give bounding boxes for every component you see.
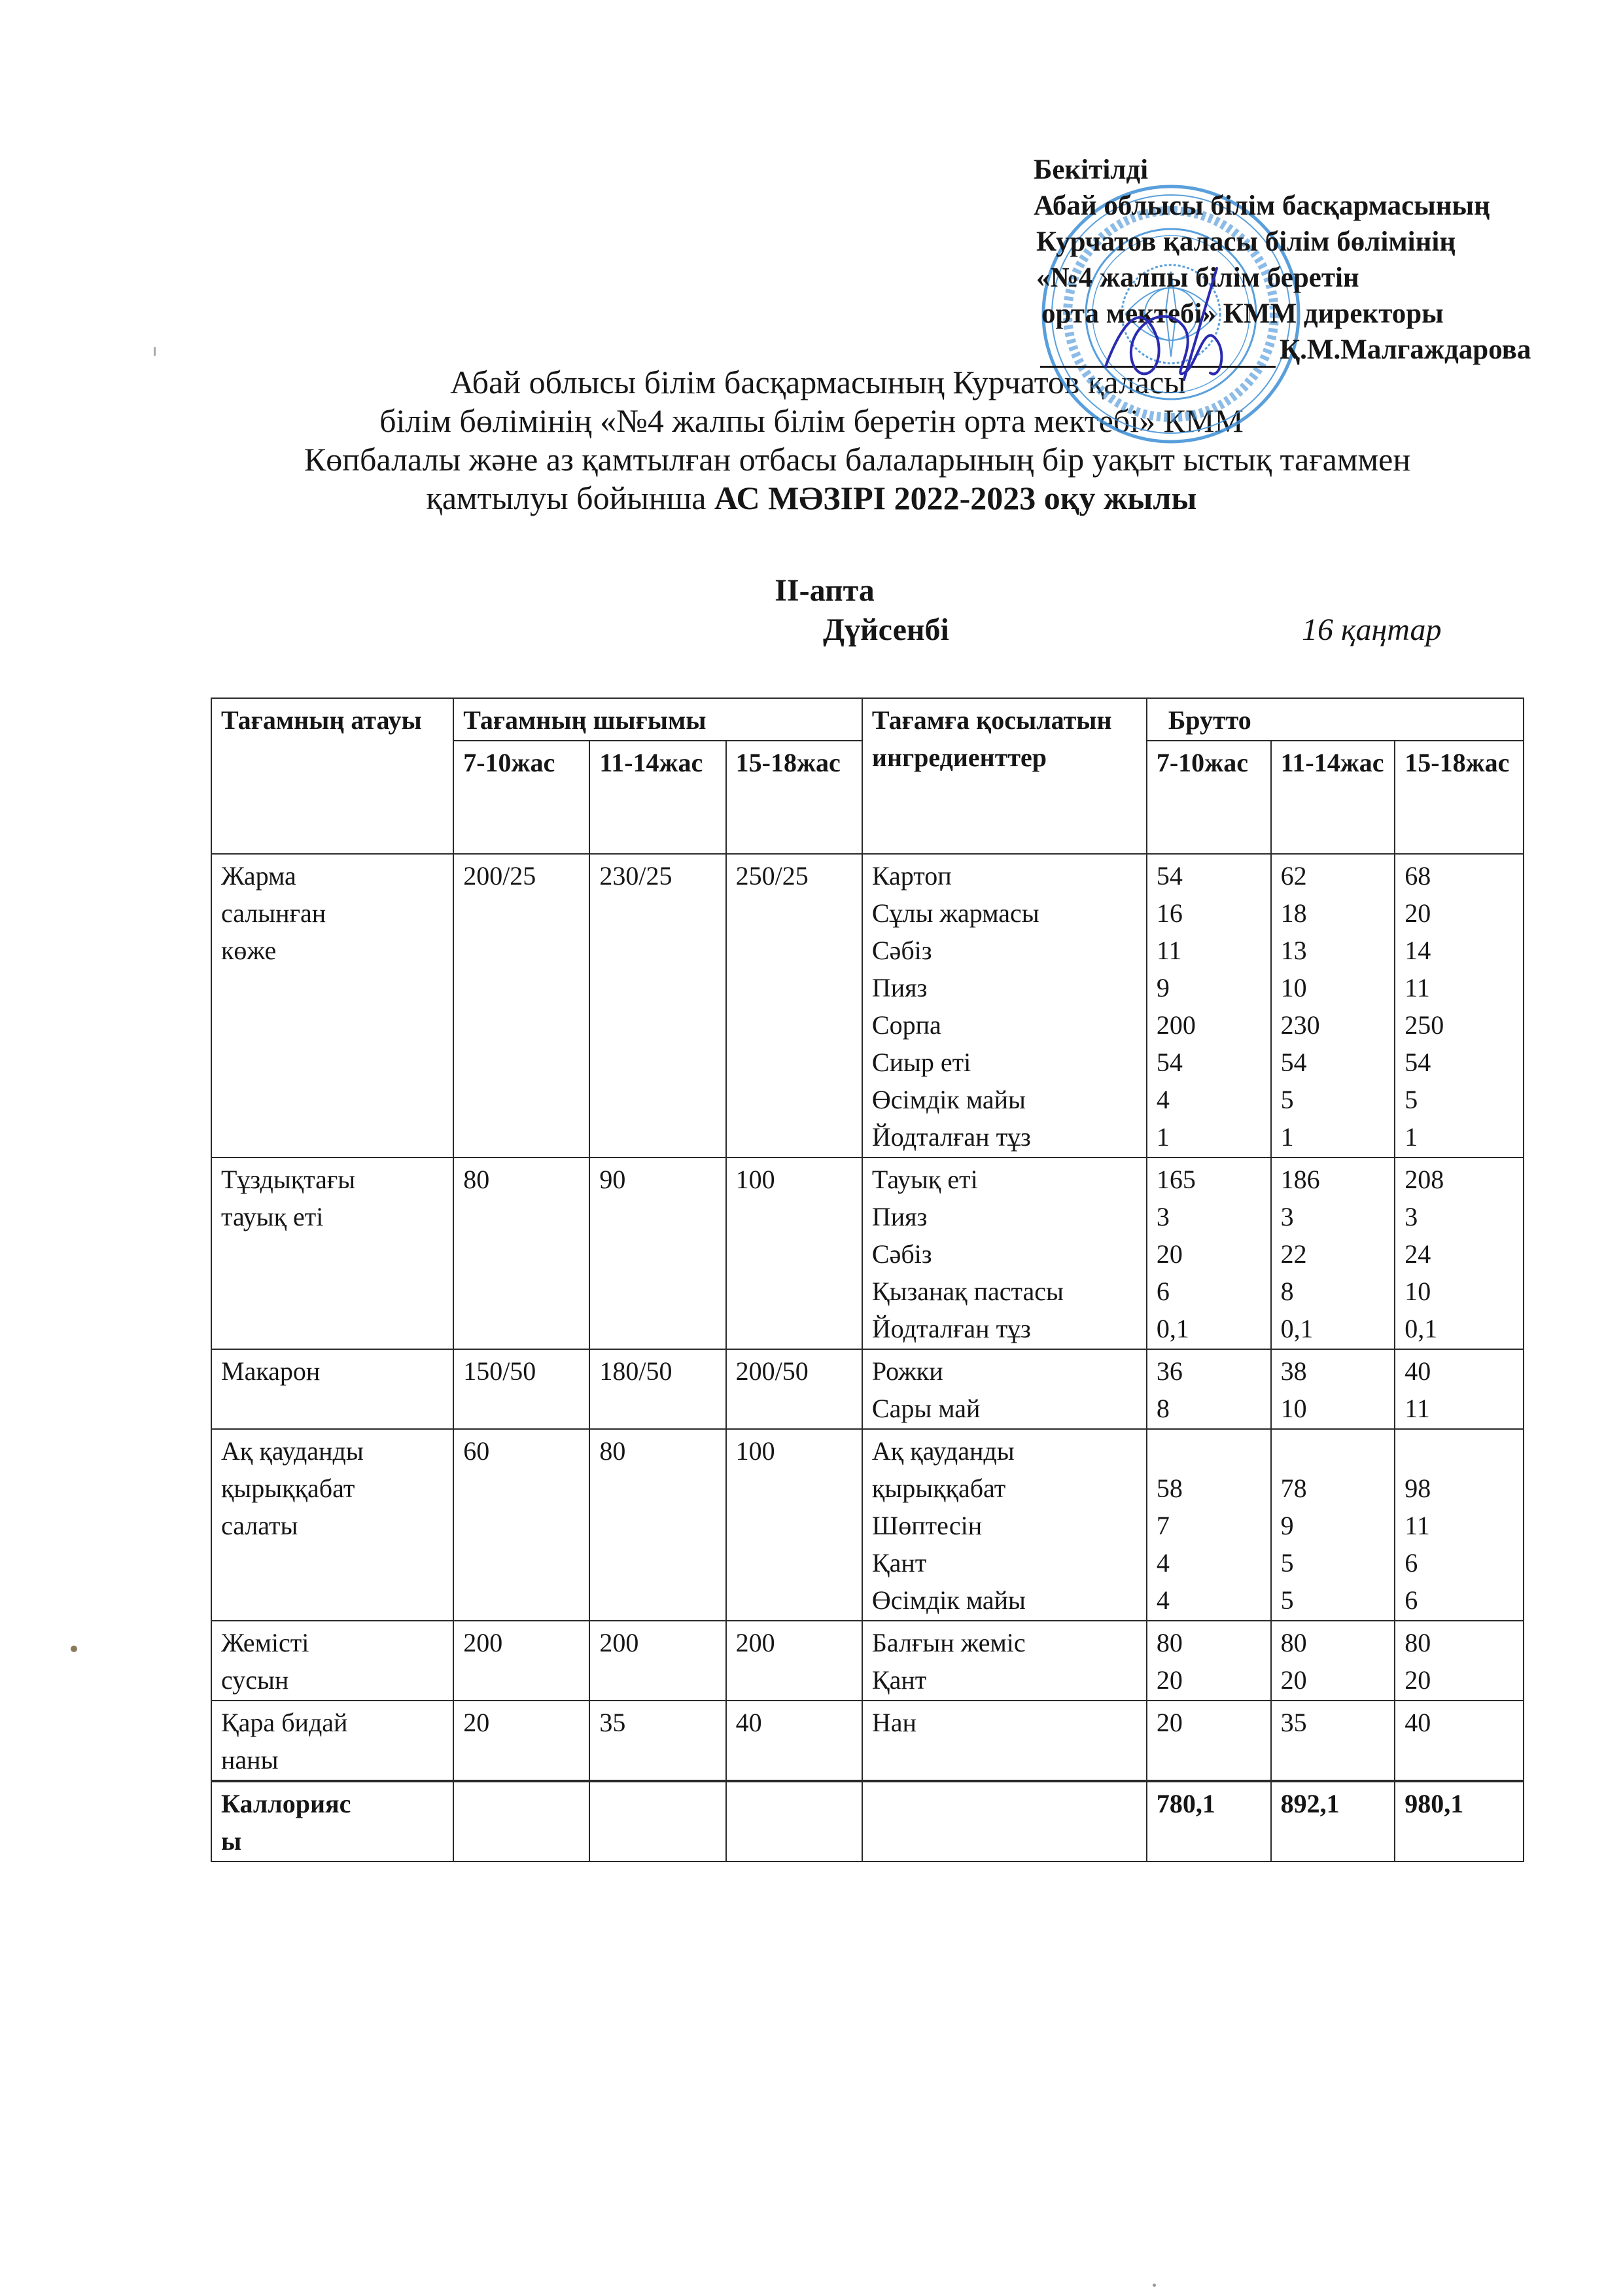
gross-7-10-cell-line: 8	[1156, 1394, 1170, 1423]
total-value: 892,1	[1271, 1781, 1395, 1862]
dish-name-cell-line: Қара бидай	[221, 1708, 348, 1737]
ingredients-cell	[862, 1349, 1147, 1429]
yield-cell: 200	[589, 1621, 725, 1701]
scan-speck	[1153, 2284, 1156, 2287]
dish-name-cell-line: Жарма	[221, 861, 296, 891]
gross-7-10-cell-line: 36	[1156, 1356, 1183, 1386]
gross-11-14-cell	[1271, 1349, 1395, 1429]
scan-speck	[154, 347, 156, 356]
yield-cell: 150/50	[453, 1349, 589, 1429]
gross-15-18-cell-line: 20	[1405, 898, 1431, 928]
gross-11-14-cell-line: 5	[1280, 1548, 1294, 1578]
table-row	[211, 1429, 1524, 1621]
gross-11-14-cell-line: 186	[1280, 1165, 1320, 1194]
ingredients-cell-line: Йодталған тұз	[871, 1122, 1031, 1152]
gross-7-10-cell-line: 20	[1156, 1708, 1183, 1737]
yield-cell: 80	[453, 1157, 589, 1349]
header-yield: Тағамның шығымы	[453, 698, 862, 741]
gross-15-18-cell-line: 68	[1405, 861, 1431, 891]
gross-7-10-cell	[1147, 1349, 1271, 1429]
table-row	[211, 1701, 1524, 1781]
header-yield-age-7-10: 7-10жас	[453, 741, 589, 854]
gross-15-18-cell-line: 98	[1405, 1474, 1431, 1503]
ingredients-cell-line: Пияз	[871, 973, 928, 1002]
gross-7-10-cell	[1147, 1157, 1271, 1349]
gross-15-18-cell-line: 80	[1405, 1628, 1431, 1657]
gross-11-14-cell-line: 230	[1280, 1010, 1320, 1040]
gross-7-10-cell-line: 58	[1156, 1474, 1183, 1503]
gross-15-18-cell-line: 20	[1405, 1665, 1431, 1695]
table-row	[211, 1349, 1524, 1429]
ingredients-cell-line: Сәбіз	[871, 1239, 932, 1269]
yield-cell: 230/25	[589, 854, 725, 1157]
yield-cell: 200/50	[726, 1349, 862, 1429]
gross-15-18-cell-line: 250	[1405, 1010, 1444, 1040]
gross-11-14-cell	[1271, 1157, 1395, 1349]
yield-cell: 40	[726, 1701, 862, 1781]
yield-cell: 200/25	[453, 854, 589, 1157]
gross-15-18-cell-line: 54	[1405, 1048, 1431, 1077]
gross-7-10-cell-line	[1157, 1432, 1261, 1470]
menu-year-title: АС МӘЗІРІ 2022-2023 оқу жылы	[714, 480, 1197, 516]
week-label: ІІ-апта	[775, 573, 875, 608]
ingredients-cell-line: Рожки	[871, 1356, 943, 1386]
dish-name-cell-line: салынған	[221, 898, 326, 928]
approval-line: Абай облысы білім басқармасының	[1034, 190, 1490, 221]
ingredients-cell-line: Шөптесін	[871, 1511, 983, 1540]
dish-name-cell-line: көже	[221, 936, 277, 965]
gross-15-18-cell	[1395, 1621, 1524, 1701]
empty-cell	[589, 1781, 725, 1862]
yield-cell: 180/50	[589, 1349, 725, 1429]
empty-cell	[862, 1781, 1147, 1862]
gross-7-10-cell	[1147, 1621, 1271, 1701]
gross-15-18-cell	[1395, 1701, 1524, 1781]
gross-11-14-cell-line: 13	[1280, 936, 1307, 965]
table-row	[211, 1621, 1524, 1701]
title-line-2: білім бөлімінің «№4 жалпы білім беретін орта мектебі» КММ	[379, 402, 1244, 439]
ingredients-cell	[862, 1157, 1147, 1349]
ingredients-cell-line: Қант	[871, 1548, 927, 1578]
yield-cell: 250/25	[726, 854, 862, 1157]
gross-7-10-cell-line: 200	[1156, 1010, 1196, 1040]
gross-11-14-cell-line: 20	[1280, 1665, 1307, 1695]
gross-15-18-cell	[1395, 1429, 1524, 1621]
approval-line: орта мектебі» КММ директоры	[1041, 298, 1444, 329]
signatory-name: Қ.М.Малгаждарова	[1280, 334, 1531, 365]
ingredients-cell-line: Сәбіз	[871, 936, 932, 965]
gross-11-14-cell	[1271, 1429, 1395, 1621]
gross-11-14-cell-line: 10	[1280, 1394, 1307, 1423]
gross-11-14-cell	[1271, 1621, 1395, 1701]
header-dish-name: Тағамның атауы	[211, 698, 453, 854]
ingredients-cell	[862, 854, 1147, 1157]
gross-7-10-cell-line: 165	[1156, 1165, 1196, 1194]
dish-name-cell	[211, 854, 453, 1157]
gross-7-10-cell-line: 20	[1156, 1665, 1183, 1695]
gross-15-18-cell-line: 6	[1405, 1585, 1418, 1615]
approval-line: Курчатов қаласы білім бөлімінің	[1036, 226, 1456, 257]
gross-11-14-cell-line	[1281, 1432, 1386, 1470]
ingredients-cell	[862, 1701, 1147, 1781]
gross-7-10-cell	[1147, 1429, 1271, 1621]
total-label-line: ы	[221, 1826, 242, 1856]
approval-line: «№4 жалпы білім беретін	[1036, 262, 1359, 293]
ingredients-cell-line: Өсімдік майы	[871, 1585, 1026, 1615]
gross-7-10-cell-line: 54	[1156, 861, 1183, 891]
gross-11-14-cell-line: 10	[1280, 973, 1307, 1002]
gross-15-18-cell-line: 14	[1405, 936, 1431, 965]
gross-7-10-cell-line: 4	[1156, 1585, 1170, 1615]
header-yield-age-11-14: 11-14жас	[589, 741, 725, 854]
gross-15-18-cell-line: 5	[1405, 1085, 1418, 1114]
gross-11-14-cell-line: 35	[1280, 1708, 1307, 1737]
gross-7-10-cell-line: 1	[1156, 1122, 1170, 1152]
gross-7-10-cell-line: 80	[1156, 1628, 1183, 1657]
gross-15-18-cell	[1395, 854, 1524, 1157]
signature-icon	[1086, 262, 1256, 393]
dish-name-cell-line: қырыққабат	[221, 1474, 355, 1503]
gross-11-14-cell	[1271, 1701, 1395, 1781]
menu-table	[211, 698, 1524, 1862]
ingredients-cell	[862, 1621, 1147, 1701]
title-line-3: Көпбалалы және аз қамтылған отбасы балаларының бір уақыт ыстық тағаммен	[304, 441, 1411, 478]
gross-11-14-cell-line: 78	[1280, 1474, 1307, 1503]
empty-cell	[726, 1781, 862, 1862]
approval-title: Бекітілді	[1034, 154, 1149, 185]
total-value: 780,1	[1147, 1781, 1271, 1862]
gross-7-10-cell-line: 9	[1156, 973, 1170, 1002]
dish-name-cell-line: Жемісті	[221, 1628, 309, 1657]
gross-15-18-cell-line: 11	[1405, 1394, 1430, 1423]
ingredients-cell-line: Нан	[871, 1708, 916, 1737]
empty-cell	[453, 1781, 589, 1862]
table-row	[211, 854, 1524, 1157]
ingredients-cell-line: Пияз	[871, 1202, 928, 1231]
header-yield-age-15-18: 15-18жас	[726, 741, 862, 854]
dish-name-cell-line: Макарон	[221, 1356, 321, 1386]
table-row	[211, 1157, 1524, 1349]
gross-15-18-cell-line: 0,1	[1405, 1314, 1438, 1343]
gross-7-10-cell	[1147, 1701, 1271, 1781]
gross-7-10-cell-line: 4	[1156, 1085, 1170, 1114]
gross-15-18-cell-line: 208	[1405, 1165, 1444, 1194]
total-label-line: Каллорияс	[221, 1789, 351, 1818]
gross-15-18-cell-line	[1405, 1432, 1514, 1470]
total-row	[211, 1781, 1524, 1862]
gross-15-18-cell	[1395, 1349, 1524, 1429]
ingredients-cell-line: Қызанақ пастасы	[871, 1277, 1064, 1306]
header-gross-age-11-14: 11-14жас	[1271, 741, 1395, 854]
gross-7-10-cell-line: 54	[1156, 1048, 1183, 1077]
gross-11-14-cell-line: 18	[1280, 898, 1307, 928]
ingredients-cell-line: Сары май	[871, 1394, 981, 1423]
ingredients-cell-line: қырыққабат	[871, 1474, 1006, 1503]
gross-15-18-cell-line: 1	[1405, 1122, 1418, 1152]
header-gross: Брутто	[1147, 698, 1524, 741]
gross-11-14-cell	[1271, 854, 1395, 1157]
gross-7-10-cell-line: 20	[1156, 1239, 1183, 1269]
yield-cell: 90	[589, 1157, 725, 1349]
yield-cell: 20	[453, 1701, 589, 1781]
gross-7-10-cell-line: 11	[1156, 936, 1182, 965]
day-label: Дүйсенбі	[823, 612, 949, 647]
gross-7-10-cell	[1147, 854, 1271, 1157]
gross-15-18-cell-line: 3	[1405, 1202, 1418, 1231]
total-label	[211, 1781, 453, 1862]
gross-15-18-cell-line: 6	[1405, 1548, 1418, 1578]
gross-11-14-cell-line: 0,1	[1280, 1314, 1314, 1343]
dish-name-cell-line: салаты	[221, 1511, 298, 1540]
gross-11-14-cell-line: 80	[1280, 1628, 1307, 1657]
ingredients-cell-line: Тауық еті	[871, 1165, 978, 1194]
gross-11-14-cell-line: 5	[1280, 1085, 1294, 1114]
ingredients-cell-line: Сұлы жармасы	[871, 898, 1039, 928]
gross-11-14-cell-line: 38	[1280, 1356, 1307, 1386]
gross-7-10-cell-line: 3	[1156, 1202, 1170, 1231]
ingredients-cell-line: Картоп	[871, 861, 952, 891]
dish-name-cell-line: наны	[221, 1745, 279, 1775]
yield-cell: 100	[726, 1157, 862, 1349]
gross-15-18-cell	[1395, 1157, 1524, 1349]
yield-cell: 35	[589, 1701, 725, 1781]
dish-name-cell-line: Тұздықтағы	[221, 1165, 356, 1194]
gross-15-18-cell-line: 24	[1405, 1239, 1431, 1269]
yield-cell: 100	[726, 1429, 862, 1621]
gross-15-18-cell-line: 40	[1405, 1708, 1431, 1737]
gross-7-10-cell-line: 4	[1156, 1548, 1170, 1578]
header-gross-age-15-18: 15-18жас	[1395, 741, 1524, 854]
dish-name-cell-line: тауық еті	[221, 1202, 324, 1231]
dish-name-cell	[211, 1349, 453, 1429]
header-gross-age-7-10: 7-10жас	[1147, 741, 1271, 854]
gross-15-18-cell-line: 11	[1405, 1511, 1430, 1540]
dish-name-cell	[211, 1157, 453, 1349]
dish-name-cell-line: Ақ қауданды	[221, 1436, 364, 1466]
dish-name-cell-line: сусын	[221, 1665, 289, 1695]
gross-11-14-cell-line: 22	[1280, 1239, 1307, 1269]
ingredients-cell-line: Өсімдік майы	[871, 1085, 1026, 1114]
yield-cell: 60	[453, 1429, 589, 1621]
ingredients-cell-line: Қант	[871, 1665, 927, 1695]
title-line-4-normal: қамтылуы бойынша	[426, 480, 714, 516]
yield-cell: 200	[726, 1621, 862, 1701]
gross-15-18-cell-line: 11	[1405, 973, 1430, 1002]
date-label: 16 қаңтар	[1302, 612, 1442, 647]
dish-name-cell	[211, 1621, 453, 1701]
gross-11-14-cell-line: 8	[1280, 1277, 1294, 1306]
ingredients-cell-line: Балғын жеміс	[871, 1628, 1026, 1657]
ingredients-cell-line: Йодталған тұз	[871, 1314, 1031, 1343]
document-title	[0, 363, 1623, 518]
gross-11-14-cell-line: 62	[1280, 861, 1307, 891]
title-line-4	[0, 479, 1623, 518]
gross-11-14-cell-line: 5	[1280, 1585, 1294, 1615]
title-line-1: Абай облысы білім басқармасының Курчатов қаласы	[450, 364, 1186, 400]
gross-15-18-cell-line: 40	[1405, 1356, 1431, 1386]
ingredients-cell-line: Сиыр еті	[871, 1048, 971, 1077]
gross-7-10-cell-line: 16	[1156, 898, 1183, 928]
yield-cell: 80	[589, 1429, 725, 1621]
gross-7-10-cell-line: 6	[1156, 1277, 1170, 1306]
gross-11-14-cell-line: 3	[1280, 1202, 1294, 1231]
gross-7-10-cell-line: 7	[1156, 1511, 1170, 1540]
dish-name-cell	[211, 1429, 453, 1621]
gross-15-18-cell-line: 10	[1405, 1277, 1431, 1306]
header-ingredients: Тағамға қосылатын ингредиенттер	[862, 698, 1147, 854]
ingredients-cell	[862, 1429, 1147, 1621]
scan-speck	[71, 1646, 77, 1652]
total-value: 980,1	[1395, 1781, 1524, 1862]
yield-cell: 200	[453, 1621, 589, 1701]
gross-11-14-cell-line: 1	[1280, 1122, 1294, 1152]
gross-11-14-cell-line: 9	[1280, 1511, 1294, 1540]
ingredients-cell-line: Сорпа	[871, 1010, 941, 1040]
gross-7-10-cell-line: 0,1	[1156, 1314, 1189, 1343]
dish-name-cell	[211, 1701, 453, 1781]
ingredients-cell-line: Ақ қауданды	[871, 1436, 1015, 1466]
gross-11-14-cell-line: 54	[1280, 1048, 1307, 1077]
